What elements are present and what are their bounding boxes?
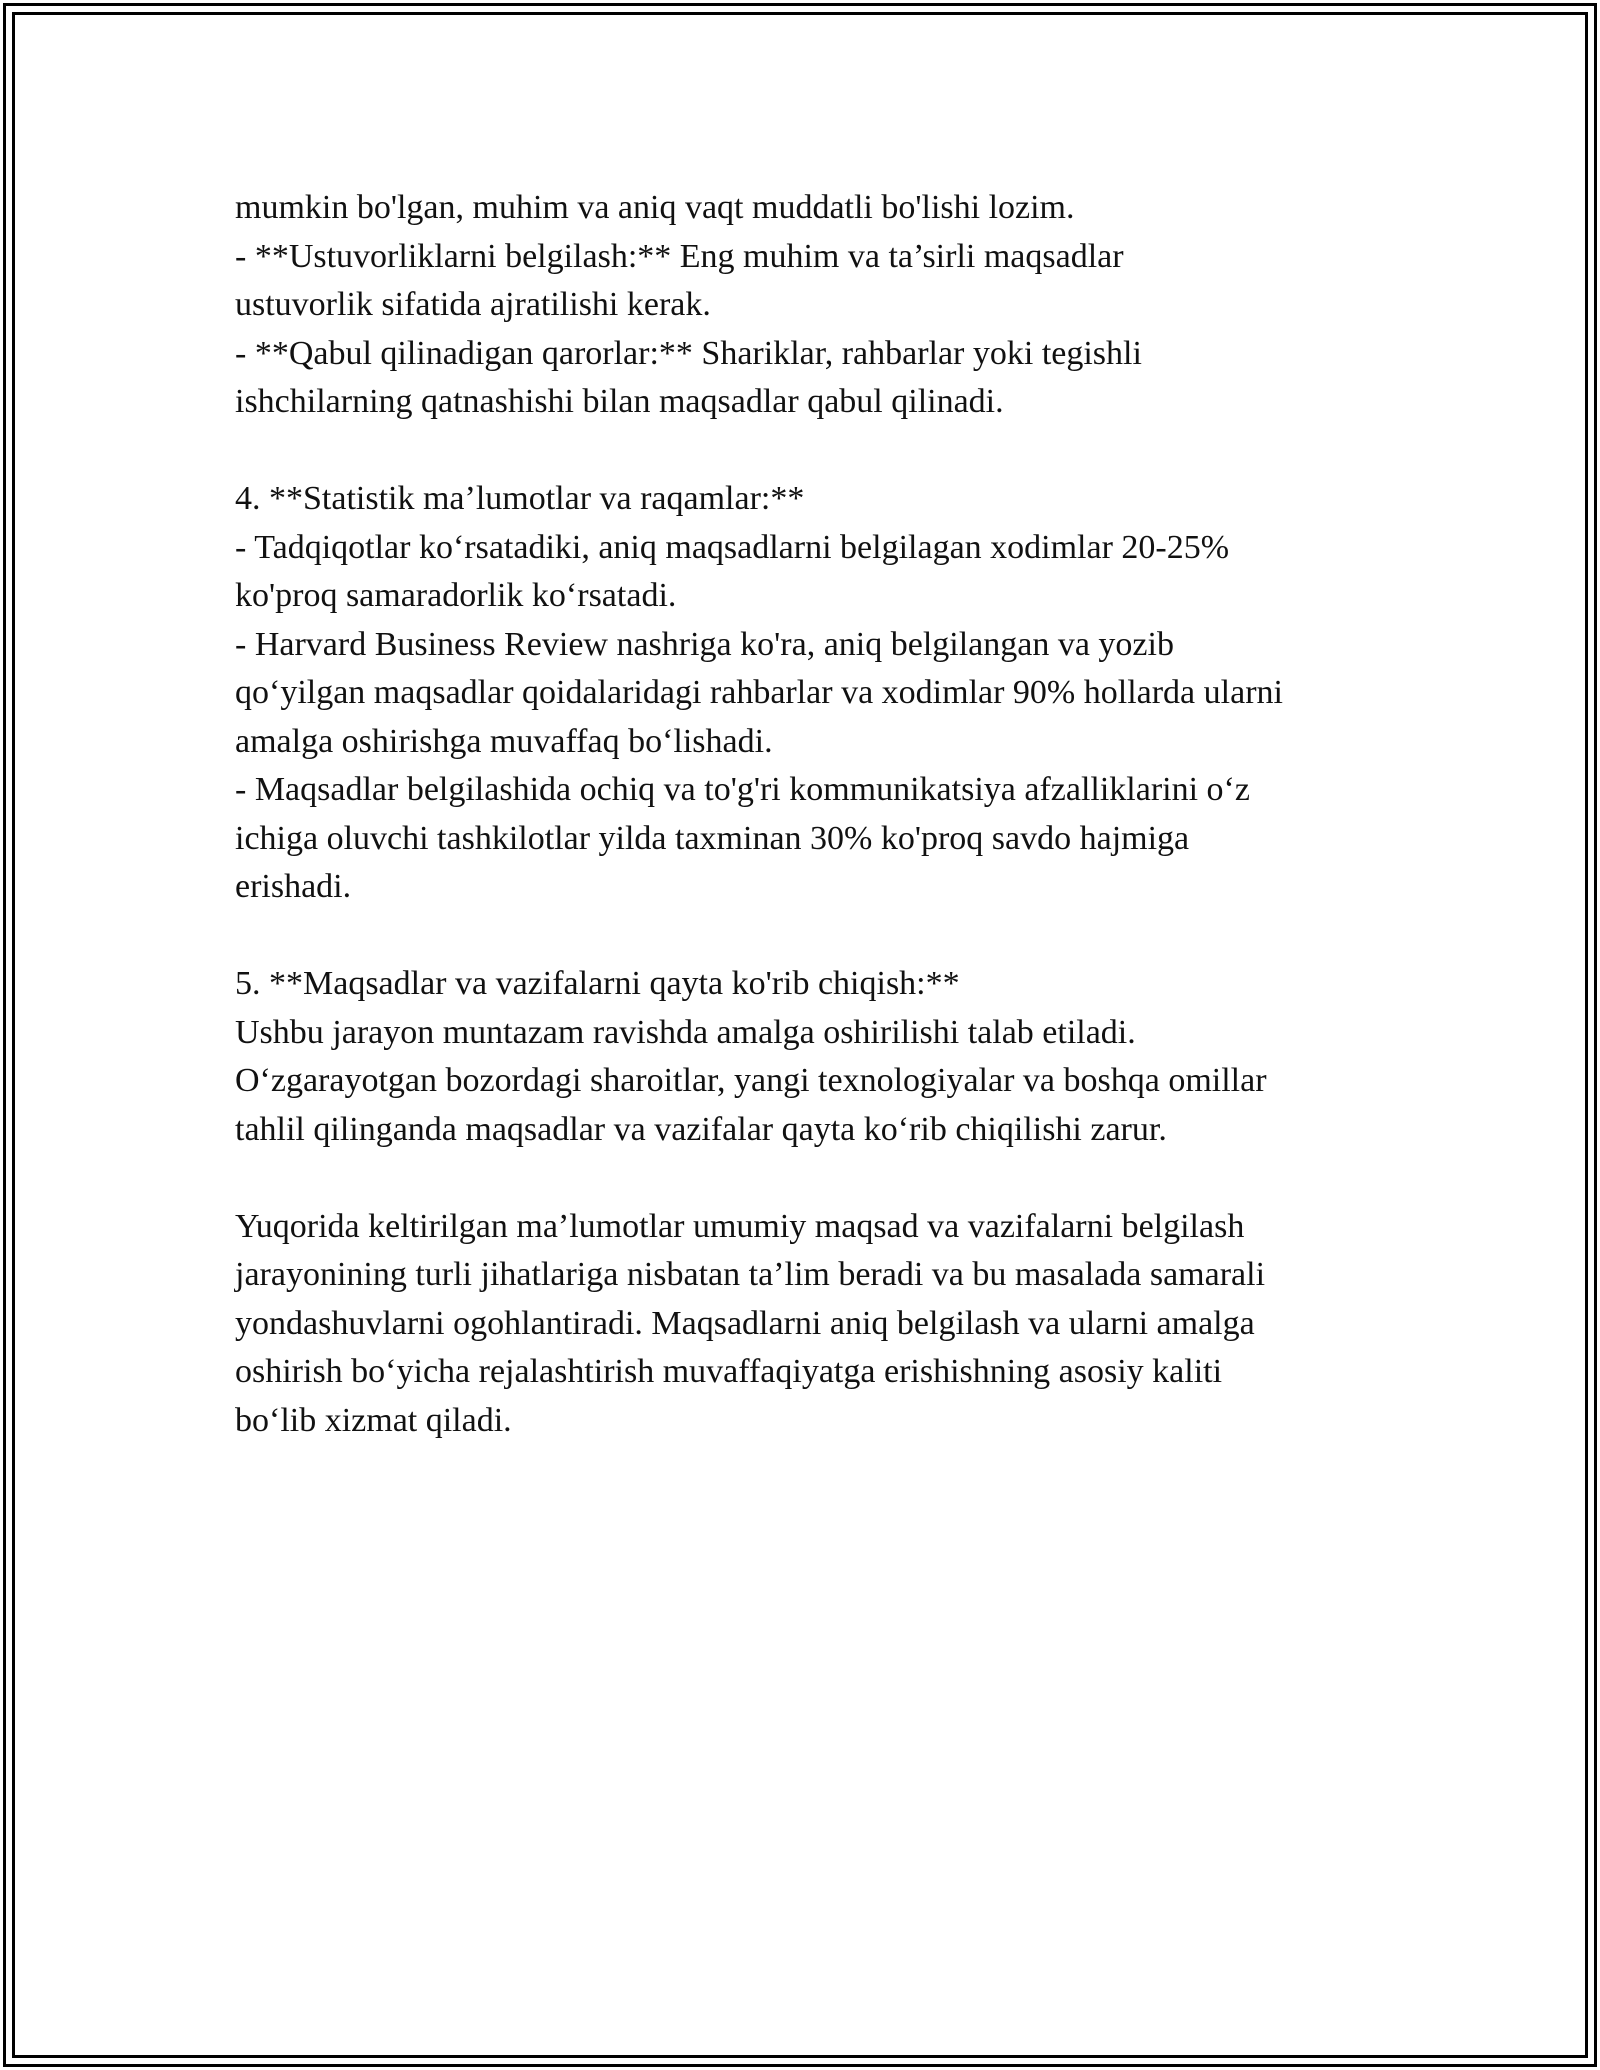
text-line: ko'proq samaradorlik ko‘rsatadi.: [235, 577, 677, 614]
text-line: amalga oshirishga muvaffaq bo‘lishadi.: [235, 722, 773, 760]
text-line: mumkin bo'lgan, muhim va aniq vaqt muddatli bo'lishi lozim.: [235, 189, 1075, 226]
section-heading: 5. **Maqsadlar va vazifalarni qayta ko'rib chiqish:**: [235, 965, 960, 1002]
text-line: qo‘yilgan maqsadlar qoidalaridagi rahbarlar va xodimlar 90% hollarda ularni: [235, 674, 1283, 711]
section-heading: 4. **Statistik ma’lumotlar va raqamlar:**: [235, 480, 805, 517]
text-line: - **Qabul qilinadigan qarorlar:** Shariklar, rahbarlar yoki tegishli: [235, 334, 1142, 372]
text-line: ichiga oluvchi tashkilotlar yilda taxminan 30% ko'proq savdo hajmiga: [235, 819, 1190, 857]
text-line: O‘zgarayotgan bozordagi sharoitlar, yangi texnologiyalar va boshqa omillar: [235, 1062, 1267, 1099]
text-line: - Harvard Business Review nashriga ko'ra, aniq belgilangan va yozib: [235, 625, 1174, 663]
text-line: ishchilarning qatnashishi bilan maqsadlar qabul qilinadi.: [235, 383, 1004, 420]
text-line: jarayonining turli jihatlariga nisbatan ta’lim beradi va bu masalada samarali: [235, 1256, 1266, 1293]
text-line: oshirish bo‘yicha rejalashtirish muvaffaqiyatga erishishning asosiy kaliti: [235, 1353, 1223, 1390]
text-line: yondashuvlarni ogohlantiradi. Maqsadlarni aniq belgilash va ularni amalga: [235, 1304, 1255, 1342]
text-line: - Tadqiqotlar ko‘rsatadiki, aniq maqsadlarni belgilagan xodimlar 20-25%: [235, 528, 1230, 566]
text-line: - **Ustuvorliklarni belgilash:** Eng muhim va ta’sirli maqsadlar: [235, 237, 1124, 275]
text-line: - Maqsadlar belgilashida ochiq va to'g'ri kommunikatsiya afzalliklarini o‘z: [235, 771, 1250, 808]
blank-line: [235, 427, 1405, 476]
text-line: ustuvorlik sifatida ajratilishi kerak.: [235, 286, 711, 323]
blank-line: [235, 1154, 1405, 1203]
text-line: Yuqorida keltirilgan ma’lumotlar umumiy maqsad va vazifalarni belgilash: [235, 1207, 1245, 1245]
text-line: bo‘lib xizmat qiladi.: [235, 1401, 512, 1439]
blank-line: [235, 912, 1405, 961]
document-body: [235, 184, 1405, 1445]
text-line: tahlil qilinganda maqsadlar va vazifalar qayta ko‘rib chiqilishi zarur.: [235, 1110, 1167, 1148]
text-line: erishadi.: [235, 868, 352, 905]
text-line: Ushbu jarayon muntazam ravishda amalga oshirilishi talab etiladi.: [235, 1013, 1136, 1051]
